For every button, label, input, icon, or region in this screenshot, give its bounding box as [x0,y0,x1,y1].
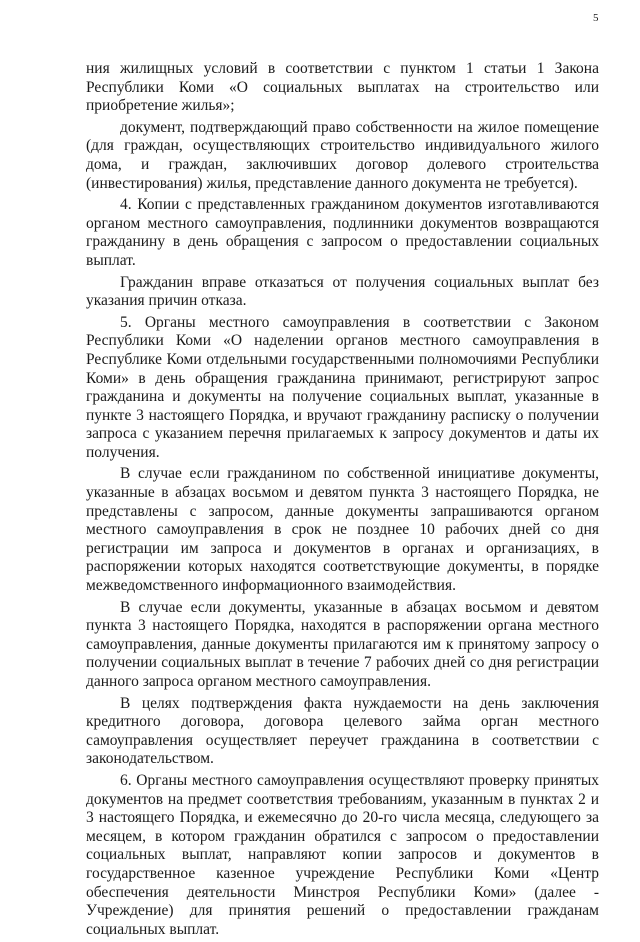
paragraph-housing-conditions: ния жилищных условий в соответствии с пунктом 1 статьи 1 Закона Республики Коми «О социальных выплатах на строительство или приобретение жилья»; [86,60,599,115]
page-number: 5 [593,12,599,24]
paragraph-refusal-right: Гражданин вправе отказаться от получения социальных выплат без указания причин отказа. [86,273,599,310]
paragraph-item-6-verification: 6. Органы местного самоуправления осуществляют проверку принятых документов на предмет соответствия требованиям, указанным в пунктах 2 и 3 настоящего Порядка, и ежемесячно до 20-го числа месяца, следующего за месяцем, в котором гражданин обратился с запросом о предоставлении социальных выплат, направляют копии запросов и документов в государственное казенное учреждение Республики Коми «Центр обеспечения деятельности Минстроя Республики Коми» (далее - Учреждение) для принятия решений о предоставлении гражданам социальных выплат. [86,771,599,938]
paragraph-ownership-document: документ, подтверждающий право собственности на жилое помещение (для граждан, осуществляющих строительство индивидуального жилого дома, и граждан, заключивших договор долевого строительства (инвестирования) жилья, представление данного документа не требуется). [86,118,599,192]
paragraph-interagency-request: В случае если гражданином по собственной инициативе документы, указанные в абзацах восьмом и девятом пункта 3 настоящего Порядка, не представлены с запросом, данные документы запрашиваются органом местного самоуправления в срок не позднее 10 рабочих дней со дня регистрации им запроса и документов в органах и организациях, в распоряжении которых находятся соответствующие документы, в порядке межведомственного информационного взаимодействия. [86,465,599,595]
paragraph-item-5-registration: 5. Органы местного самоуправления в соответствии с Законом Республики Коми «О наделении органов местного самоуправления в Республике Коми отдельными государственными полномочиями Республики Коми» в день обращения гражданина принимают, регистрируют запрос гражданина и документы на получение социальных выплат, указанные в пункте 3 настоящего Порядка, и вручают гражданину расписку о получении запроса с указанием перечня прилагаемых к запросу документов и даты их получения. [86,313,599,461]
paragraph-need-confirmation: В целях подтверждения факта нуждаемости на день заключения кредитного договора, договора целевого займа орган местного самоуправления осуществляет переучет гражданина в соответствии с законодательством. [86,694,599,768]
paragraph-item-4-copies: 4. Копии с представленных гражданином документов изготавливаются органом местного самоуправления, подлинники документов возвращаются гражданину в день обращения с запросом о предоставлении социальных выплат. [86,196,599,269]
document-body [86,60,599,942]
paragraph-documents-in-possession: В случае если документы, указанные в абзацах восьмом и девятом пункта 3 настоящего Порядка, находятся в распоряжении органа местного самоуправления, данные документы прилагаются им к принятому запросу о получении социальных выплат в течение 7 рабочих дней со дня регистрации данного запроса органом местного самоуправления. [86,598,599,690]
